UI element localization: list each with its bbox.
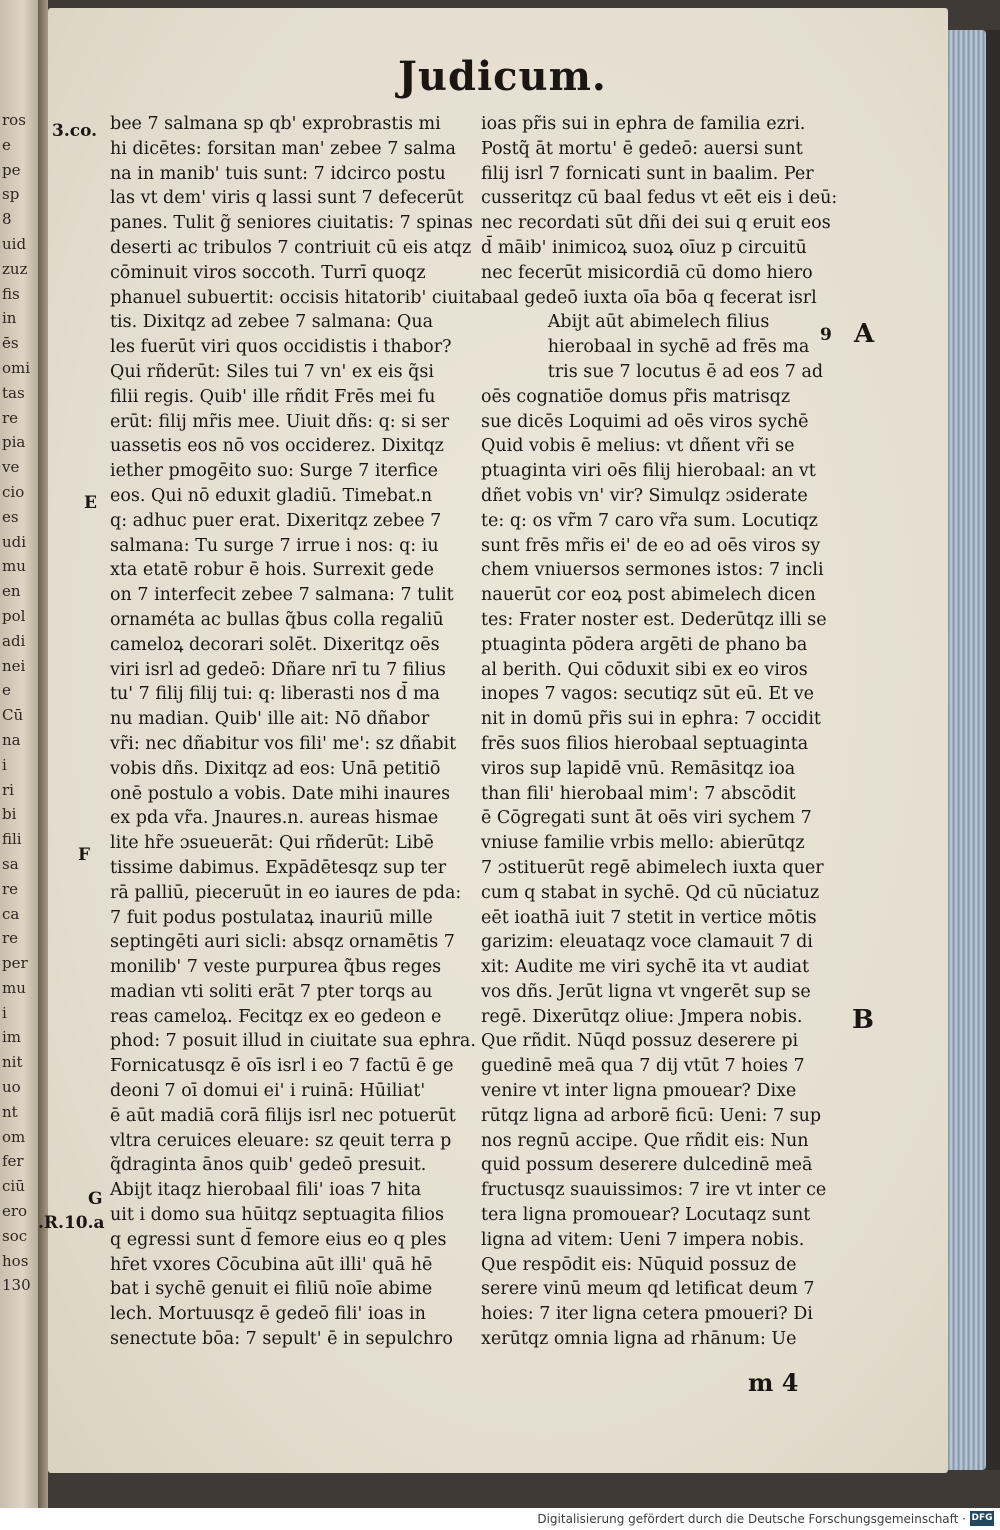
right-column-line: nec fecerūt misicordiā cū domo hiero xyxy=(481,262,813,283)
left-column-line: hr̄et vxores Cōcubina aūt illi' quā hē xyxy=(110,1254,433,1275)
right-column-line: tris sue 7 locutus ē ad eos 7 ad xyxy=(481,361,824,382)
right-column-line: xerūtqz omnia ligna ad rhānum: Ue xyxy=(481,1329,797,1350)
right-column-line: xit: Audite me viri sychē ita vt audiat xyxy=(481,957,810,978)
right-column-line: Que rñdit. Nūqd possuz deserere pi xyxy=(481,1031,799,1052)
left-column-line: septingēti auri sicli: absqz ornamētis 7 xyxy=(110,932,455,953)
left-column-line: lite hr̃e ɔsueuerāt: Qui rñderūt: Libē xyxy=(110,833,434,854)
left-column-line: ornaméta ac bullas q̃bus colla regaliū xyxy=(110,609,444,630)
right-column-line: ioas pr̃is sui in ephra de familia ezri. xyxy=(481,114,806,134)
left-column-line: vltra ceruices eleuare: sz qeuit terra p xyxy=(110,1130,452,1151)
right-column-line: Quid vobis ē melius: vt dñent vr̃i se xyxy=(481,436,795,457)
right-column-line: nit in domū pr̃is sui in ephra: 7 occidit xyxy=(481,709,821,730)
left-column-line: lech. Mortuusqz ē gedeō fili' ioas in xyxy=(110,1304,426,1325)
chapter-number: 9 xyxy=(820,325,832,345)
margin-reference-bottom: .R.10.a xyxy=(38,1213,105,1233)
text-column-left xyxy=(110,112,482,1352)
right-column-line: sunt frēs mr̃is ei' de eo ad oēs viros sy xyxy=(481,535,821,556)
right-column-line: viros sup lapidē vnū. Remāsitqz ioa xyxy=(481,758,796,779)
right-column-line: d̄ māib' inimicoꝝ suoꝝ oīuz p circuitū xyxy=(481,237,807,258)
left-column-line: phod: 7 posuit illud in ciuitate sua ephra. xyxy=(110,1031,476,1052)
margin-letter-e: E xyxy=(84,493,97,513)
right-column-line: cum q stabat in sychē. Qd cū nūciatuz xyxy=(481,882,820,903)
right-column-line: venire vt inter ligna pmouear? Dixe xyxy=(481,1081,797,1102)
left-column-line: tissime dabimus. Expādētesqz sup ter xyxy=(110,857,447,878)
margin-letter-g: G xyxy=(88,1189,103,1209)
right-column-line: rūtqz ligna ad arborē ficū: Ueni: 7 sup xyxy=(481,1105,822,1126)
left-column-line: reas cameloꝝ. Fecitqz ex eo gedeon e xyxy=(110,1006,442,1027)
left-column-line: tis. Dixitqz ad zebee 7 salmana: Qua xyxy=(110,312,434,333)
left-column-line: tu' 7 filij filij tui: q: liberasti nos d̄ ma xyxy=(110,684,440,705)
right-column-line: cusseritqz cū baal fedus vt eēt eis i deū: xyxy=(481,188,838,209)
right-column-line: ptuaginta pōdera argēti de phano ba xyxy=(481,634,808,655)
right-column-line: quid possum deserere dulcedinē meā xyxy=(481,1155,813,1176)
left-column-line: ex pda vr̃a. Jnaures.n. aureas hismae xyxy=(110,808,439,829)
left-column-line: senectute bōa: 7 sepult' ē in sepulchro xyxy=(110,1329,453,1350)
margin-reference-top: 3.co. xyxy=(52,121,98,141)
left-column-line: vobis dñs. Dixitqz ad eos: Unā petitiō xyxy=(110,758,441,779)
section-letter-b: B xyxy=(852,1005,874,1035)
right-column-line: tes: Frater noster est. Dederūtqz illi se xyxy=(481,609,827,630)
right-column-line: nauerūt cor eoꝝ post abimelech dicen xyxy=(481,585,816,606)
left-column-line: 7 fuit podus postulataꝝ inauriū mille xyxy=(110,907,433,928)
right-column-line: frēs suos filios hierobaal septuaginta xyxy=(481,733,809,754)
right-column-line: chem vniuersos sermones istos: 7 incli xyxy=(481,560,824,581)
left-column-line: deoni 7 oī domui ei' i ruinā: Hūiliat' xyxy=(110,1081,426,1102)
margin-letter-f: F xyxy=(78,845,91,865)
left-column-line: Qui rñderūt: Siles tui 7 vn' ex eis q̃si xyxy=(110,361,434,382)
right-column-line: hoies: 7 iter ligna cetera pmoueri? Di xyxy=(481,1304,813,1325)
left-column-line: xta etatē robur ē hois. Surrexit gede xyxy=(110,560,434,581)
left-column-line: q: adhuc puer erat. Dixeritqz zebee 7 xyxy=(110,510,442,531)
left-column-line: Fornicatusqz ē oīs isrl i eo 7 factū ē ge xyxy=(110,1056,454,1077)
right-column-line: Postq̃ āt mortu' ē gedeō: auersi sunt xyxy=(481,138,803,159)
right-column-line: inopes 7 vagos: secutiqz sūt eū. Et ve xyxy=(481,684,814,705)
right-column-line: al berith. Qui cōduxit sibi ex eo viros xyxy=(481,659,808,680)
left-column-line: viri isrl ad gedeō: Dñare nrī tu 7 filius xyxy=(110,659,446,680)
right-column-line: oēs cognatiōe domus pr̃is matrisqz xyxy=(481,386,791,407)
left-column-line: eos. Qui nō eduxit gladiū. Timebat.n xyxy=(110,485,433,506)
right-column-line: Que respōdit eis: Nūquid possuz de xyxy=(481,1254,797,1275)
right-column-line: hierobaal in sychē ad frēs ma xyxy=(481,337,810,358)
running-head: Judicum. xyxy=(398,53,607,100)
right-column-line: fructusqz suauissimos: 7 ire vt inter ce xyxy=(481,1180,827,1201)
left-column-line: erūt: filij mr̃is mee. Uiuit dñs: q: si ser xyxy=(110,411,450,432)
right-column-line: ligna ad vitem: Ueni 7 impera nobis. xyxy=(481,1229,805,1250)
left-column-line: Abijt itaqz hierobaal fili' ioas 7 hita xyxy=(110,1180,422,1201)
right-column-line: nos regnū accipe. Que rñdit eis: Nun xyxy=(481,1130,809,1151)
left-page-edge xyxy=(0,0,38,1508)
left-column-line: q egressi sunt d̄ femore eius eo q ples xyxy=(110,1229,447,1250)
text-column-right xyxy=(481,112,851,1352)
right-column-line: baal gedeō iuxta oīa bōa q fecerat isrl xyxy=(481,287,817,308)
right-column-line: regē. Dixerūtqz oliue: Jmpera nobis. xyxy=(481,1006,803,1027)
left-column-line: uit i domo sua hūitqz septuagita filios xyxy=(110,1205,444,1226)
left-column-line: cameloꝝ decorari solēt. Dixeritqz oēs xyxy=(110,634,440,655)
left-column-line: salmana: Tu surge 7 irrue i nos: q: iu xyxy=(110,535,439,556)
left-column-line: panes. Tulit g̃ seniores ciuitatis: 7 spinas xyxy=(110,213,473,234)
signature-mark: m 4 xyxy=(748,1368,799,1397)
footer-bar xyxy=(0,1508,1000,1530)
right-column-line: nec recordati sūt dñi dei sui q eruit eos xyxy=(481,213,831,234)
right-column-line: ptuaginta viri oēs filij hierobaal: an vt xyxy=(481,461,816,482)
left-column-line: phanuel subuertit: occisis hitatorib' ciuita xyxy=(110,287,482,308)
left-column-line: nu madian. Quib' ille ait: Nō dñabor xyxy=(110,709,430,730)
right-column-line: te: q: os vr̃m 7 caro vr̃a sum. Locutiqz xyxy=(481,510,818,531)
left-column-line: bee 7 salmana sp qb' exprobrastis mi xyxy=(110,114,441,134)
left-column-line: monilib' 7 veste purpurea q̃bus reges xyxy=(110,957,442,978)
left-column-line: ē aūt madiā corā filijs isrl nec potuerūt xyxy=(110,1105,456,1126)
right-column-line: dñet vobis vn' vir? Simulqz ɔsiderate xyxy=(481,485,808,506)
left-column-line: iether pmogēito suo: Surge 7 iterfice xyxy=(110,461,439,482)
dfg-logo[interactable]: DFG xyxy=(970,1511,994,1526)
book-gutter xyxy=(38,0,48,1508)
left-column-line: onē postulo a vobis. Date mihi inaures xyxy=(110,783,451,804)
left-column-line: vr̃i: nec dñabitur vos fili' me': sz dñabit xyxy=(110,733,457,754)
left-column-line: madian vti soliti erāt 7 pter torqs au xyxy=(110,981,433,1002)
right-column-line: garizim: eleuataqz voce clamauit 7 di xyxy=(481,932,813,953)
left-column-line: uassetis eos nō vos occiderez. Dixitqz xyxy=(110,436,444,457)
scan-border xyxy=(986,30,1000,1470)
left-column-line: deserti ac tribulos 7 contriuit cū eis atqz xyxy=(110,237,472,258)
left-column-line: na in manib' tuis sunt: 7 idcirco postu xyxy=(110,163,446,184)
right-column-line: eēt ioathā iuit 7 stetit in vertice mōtis xyxy=(481,907,817,928)
page-leaf xyxy=(38,8,948,1473)
page-edges xyxy=(948,30,986,1470)
section-letter-a: A xyxy=(854,319,875,349)
right-column-line: tera ligna promouear? Locutaqz sunt xyxy=(481,1205,811,1226)
left-column-line: bat i sychē genuit ei filiū noīe abime xyxy=(110,1279,433,1300)
right-column-line: vniuse familie vrbis mello: abierūtqz xyxy=(481,833,805,854)
right-column-line: guedinē meā qua 7 dij vtūt 7 hoies 7 xyxy=(481,1056,805,1077)
right-column-line: 7 ɔstituerūt regē abimelech iuxta quer xyxy=(481,857,824,878)
right-column-line: serere vinū meum qd letificat deum 7 xyxy=(481,1279,815,1300)
left-column-line: hi dicētes: forsitan man' zebee 7 salma xyxy=(110,138,456,159)
left-column-line: q̃draginta ānos quib' gedeō presuit. xyxy=(110,1155,427,1176)
left-page-fragment: ros e pe sp 8 uid zuz fis in ēs omi tas re pia ve cio es udi mu en pol adi nei e Cū na i ri bi fili sa re ca re per mu i im nit uo nt om fer ciū ero soc hos 130 xyxy=(2,111,31,1295)
right-column-line: Abijt aūt abimelech filius xyxy=(481,312,770,333)
left-column-line: cōminuit viros soccoth. Turrī quoqz xyxy=(110,262,426,283)
footer-credit: Digitalisierung gefördert durch die Deutsche Forschungsgemeinschaft · xyxy=(537,1512,966,1526)
left-column-line: on 7 interfecit zebee 7 salmana: 7 tulit xyxy=(110,585,454,606)
right-column-line: ē Cōgregati sunt āt oēs viri sychem 7 xyxy=(481,808,812,829)
left-column-line: filii regis. Quib' ille rñdit Frēs mei fu xyxy=(110,386,436,407)
left-column-line: las vt dem' viris q lassi sunt 7 defecerūt xyxy=(110,188,464,209)
right-column-line: sue dicēs Loquimi ad oēs viros sychē xyxy=(481,411,809,432)
left-column-line: rā palliū, pieceruūt in eo iaures de pda: xyxy=(110,882,462,903)
right-column-line: than fili' hierobaal mim': 7 abscōdit xyxy=(481,783,796,804)
right-column-line: filij isrl 7 fornicati sunt in baalim. Per xyxy=(481,163,814,184)
right-column-line: vos dñs. Jerūt ligna vt vngerēt sup se xyxy=(481,981,811,1002)
left-column-line: les fuerūt viri quos occidistis i thabor? xyxy=(110,337,452,358)
